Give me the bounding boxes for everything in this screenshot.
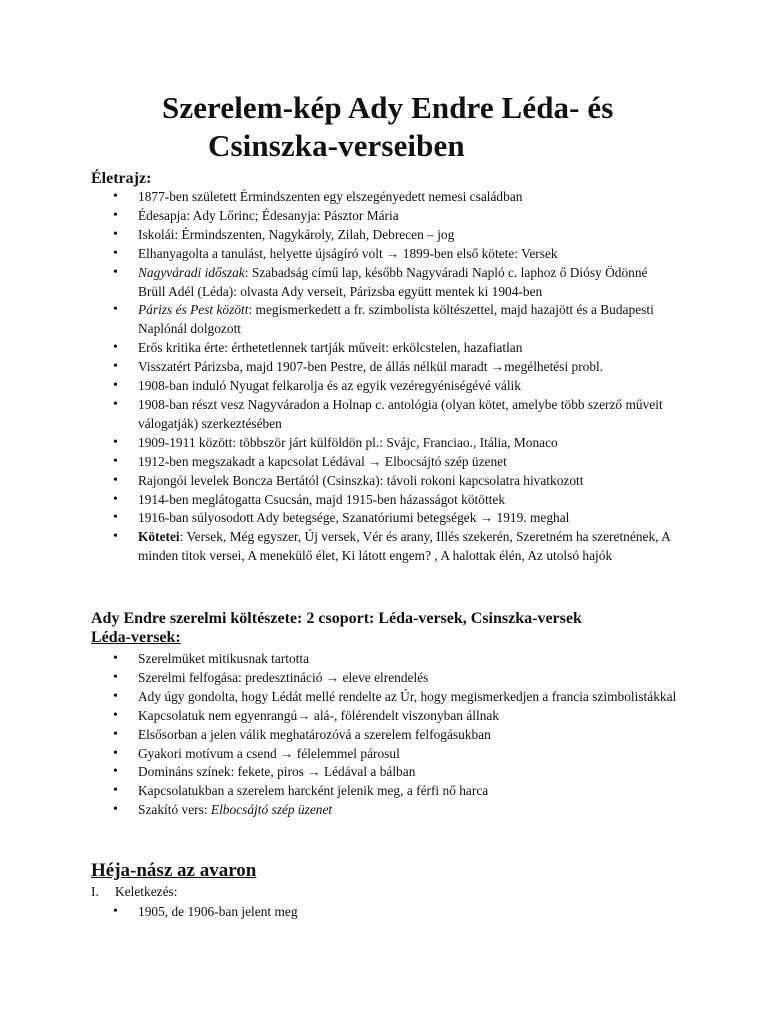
item-lead: Nagyváradi időszak <box>138 264 245 280</box>
list-item: • 1914-ben meglátogatta Csucsán, majd 1915-ben házasságot kötöttek <box>0 491 678 510</box>
list-item: • 1908-ban induló Nyugat felkarolja és az egyik vezéregyéniségévé válik <box>0 377 678 396</box>
item-lead: Párizs és Pest között <box>138 302 249 318</box>
leda-versek-list <box>0 650 678 820</box>
section-heading-szerelmi-kolteszet: Ady Endre szerelmi költészete: 2 csoport: Léda-versek, Csinszka-versek <box>91 610 582 627</box>
list-item: • Ady úgy gondolta, hogy Lédát mellé rendelte az Úr, hogy megismerkedjen a francia szimbolistákkal <box>0 688 678 707</box>
subheading-leda-versek: Léda-versek: <box>91 629 181 646</box>
list-item: • Szerelmüket mitikusnak tartotta <box>0 650 678 669</box>
eletrajz-list <box>0 188 678 566</box>
list-item: • Szerelmi felfogása: predesztináció → eleve elrendelés <box>0 669 678 688</box>
keletkezes-list <box>0 903 678 922</box>
page-title-line-2: Csinszka-verseiben <box>208 128 465 163</box>
list-item: • 1909-1911 között: többször járt külföldön pl.: Svájc, Franciao., Itália, Monaco <box>0 434 678 453</box>
list-item: • Visszatért Párizsba, majd 1907-ben Pestre, de állás nélkül maradt →megélhetési probl. <box>0 358 678 377</box>
list-item: • Kötetei: Versek, Még egyszer, Új versek, Vér és arany, Illés szekerén, Szeretném ha szeretnének, A minden titok versei, A menekülő élet, Ki látott engem? , A halottak élén, Az utolsó hajók <box>0 528 678 566</box>
list-item: • Elsősorban a jelen válik meghatározóvá a szerelem felfogásukban <box>0 726 678 745</box>
list-item: • 1916-ban súlyosodott Ady betegsége, Szanatóriumi betegségek → 1919. meghal <box>0 509 678 528</box>
list-item: • Elhanyagolta a tanulást, helyette újságíró volt → 1899-ben első kötete: Versek <box>0 245 678 264</box>
numbered-item-label: Keletkezés: <box>115 884 178 899</box>
list-item: • Kapcsolatukban a szerelem harcként jelenik meg, a férfi nő harca <box>0 782 678 801</box>
list-item: • 1908-ban részt vesz Nagyváradon a Holnap c. antológia (olyan kötet, amelybe több szerző műveit válogatják) szerkeztésében <box>0 396 678 434</box>
list-item: • 1912-ben megszakadt a kapcsolat Lédával → Elbocsájtó szép üzenet <box>0 453 678 472</box>
section-heading-eletrajz: Életrajz: <box>91 170 152 187</box>
list-item: • Domináns színek: fekete, piros → Lédával a bálban <box>0 763 678 782</box>
list-item: • Rajongói levelek Boncza Bertától (Csinszka): távoli rokoni kapcsolatra hivatkozott <box>0 472 678 491</box>
list-item: • Nagyváradi időszak: Szabadság című lap, később Nagyváradi Napló c. laphoz ő Diósy Ödönné Brüll Adél (Léda): olvasta Ady verseit, Párizsba együtt mentek ki 1904-ben <box>0 264 678 302</box>
list-item: • Erős kritika érte: érthetetlennek tartják műveit: erkölcstelen, hazafiatlan <box>0 339 678 358</box>
page-title-line-1: Szerelem-kép Ady Endre Léda- és <box>162 90 614 125</box>
list-item: • Párizs és Pest között: megismerkedett a fr. szimbolista költészettel, majd hazajött és a Budapesti Naplónál dolgozott <box>0 301 678 339</box>
numbered-item <box>91 883 177 902</box>
section-heading-heja-nasz: Héja-nász az avaron <box>91 860 257 881</box>
poem-title: Elbocsájtó szép üzenet <box>210 802 333 818</box>
list-item: • 1905, de 1906-ban jelent meg <box>0 903 678 922</box>
list-item: • Iskolái: Érmindszenten, Nagykároly, Zilah, Debrecen – jog <box>0 226 678 245</box>
item-bold-lead: Kötetei <box>138 529 180 545</box>
list-item: • Gyakori motívum a csend → félelemmel párosul <box>0 745 678 764</box>
list-item: • Kapcsolatuk nem egyenrangú→ alá-, fölérendelt viszonyban állnak <box>0 707 678 726</box>
list-item: • Szakító vers: Elbocsájtó szép üzenet <box>0 801 678 820</box>
list-item: • Édesapja: Ady Lőrinc; Édesanyja: Pásztor Mária <box>0 207 678 226</box>
list-item: • 1877-ben született Érmindszenten egy elszegényedett nemesi családban <box>0 188 678 207</box>
item-number: I. <box>91 884 99 899</box>
